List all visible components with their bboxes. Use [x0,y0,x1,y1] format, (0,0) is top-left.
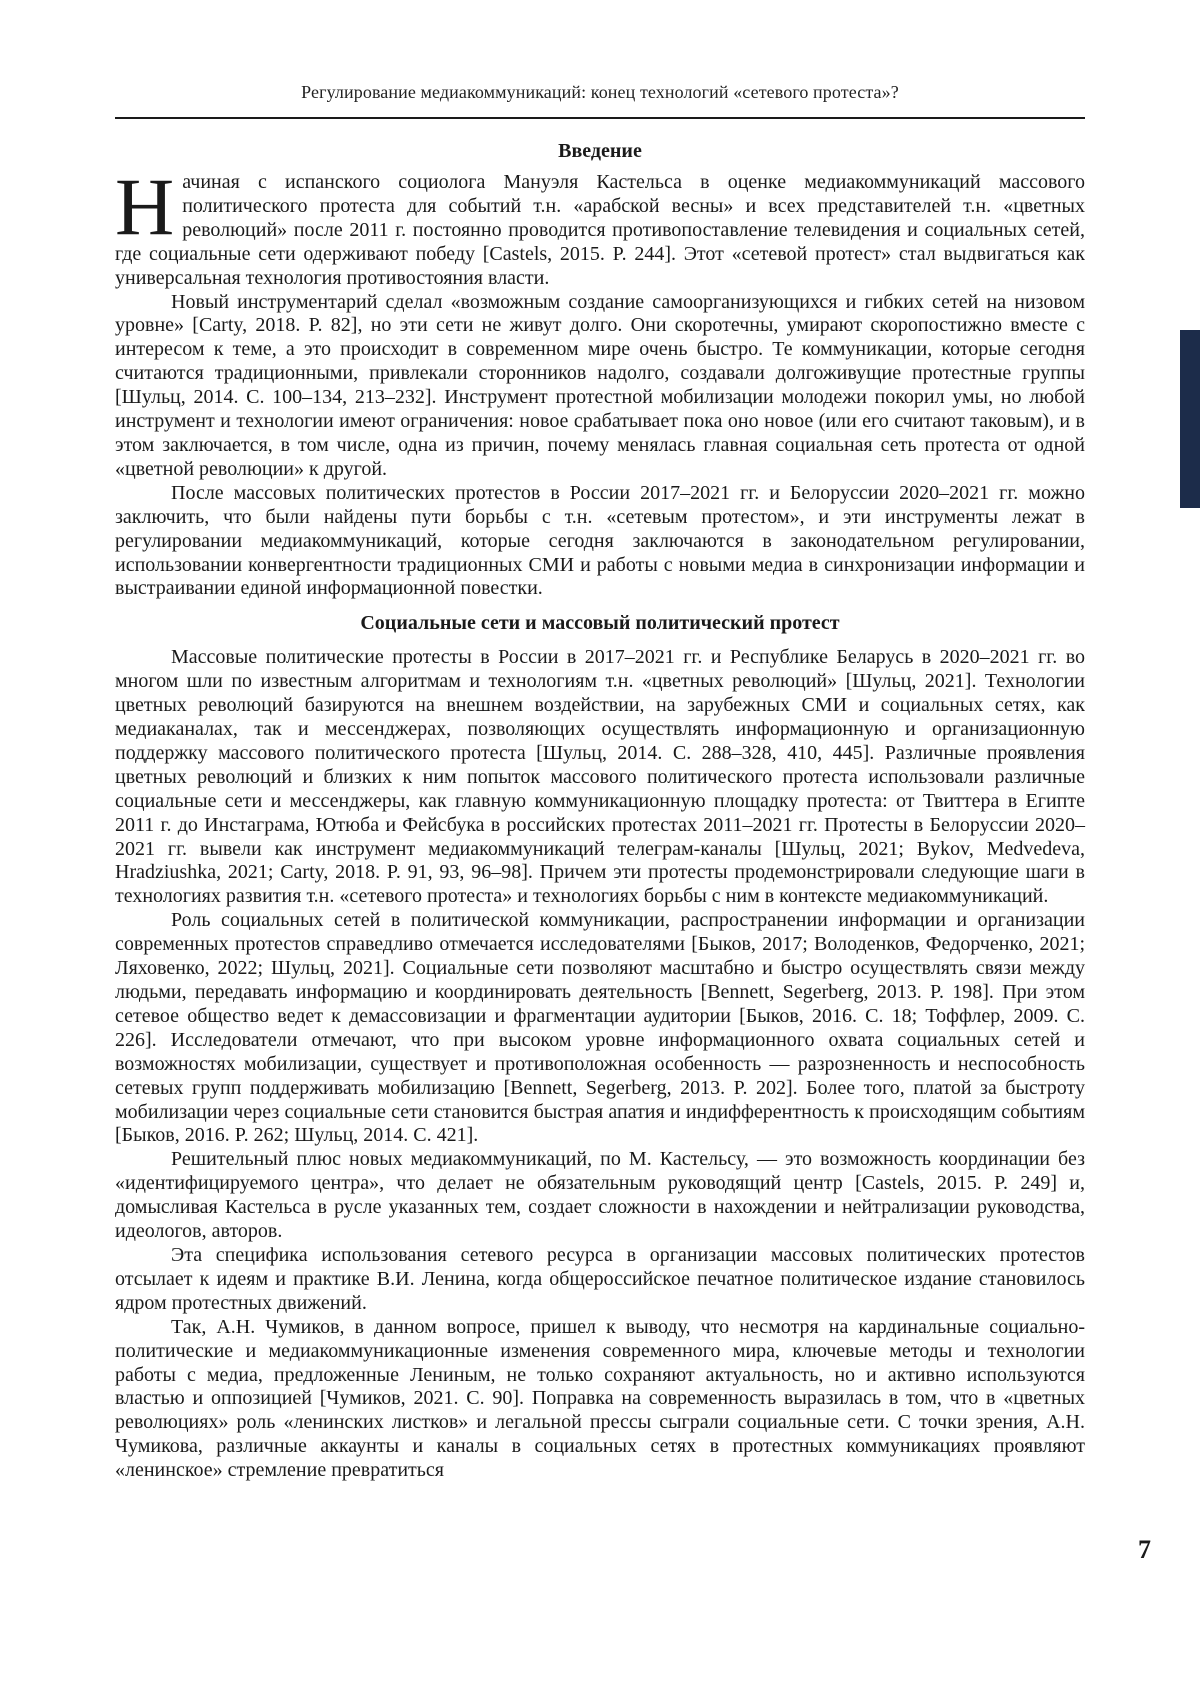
section-paragraph-3: Решительный плюс новых медиакоммуникаций, по М. Кастельсу, — это возможность координации без «идентифицируемого центра», что делает не обязательным руководящий центр [Castels, 2015. P. 249] и, домысливая Кастельса в русле указанных тем, создает сложности в нахождении и нейтрализации руководства, идеологов, авторов. [115,1148,1085,1244]
section-heading: Социальные сети и массовый политический протест [115,610,1085,636]
intro-paragraph-2: Новый инструментарий сделал «возможным создание самоорганизующихся и гибких сетей на низовом уровне» [Carty, 2018. P. 82], но эти сети не живут долго. Они скоротечны, умирают скоропостижно вместе с интересом к теме, а это происходит в современном мире очень быстро. Те коммуникации, которые сегодня считаются традиционными, привлекали сторонников надолго, создавали долгоживущие протестные группы [Шульц, 2014. С. 100–134, 213–232]. Инструмент протестной мобилизации молодежи покорил умы, но любой инструмент и технологии имеют ограничения: новое срабатывает пока оно новое (или его считают таковым), и в этом заключается, в том числе, одна из причин, почему менялась главная социальная сеть протеста от одной «цветной революции» к другой. [115,291,1085,482]
section-paragraph-4: Эта специфика использования сетевого ресурса в организации массовых политических протестов отсылает к идеям и практике В.И. Ленина, когда общероссийское печатное политическое издание становилось ядром протестных движений. [115,1244,1085,1316]
intro-paragraph-1-text: ачиная с испанского социолога Мануэля Кастельса в оценке медиакоммуникаций массового политического протеста для событий т.н. «арабской весны» и всех представителей т.н. «цветных революций» после 2011 г. постоянно проводится противопоставление телевидения и социальных сетей, где социальные сети одерживают победу [Castels, 2015. P. 244]. Этот «сетевой протест» стал выдвигаться как универсальная технология противостояния власти. [115,171,1085,289]
section-edge-tab [1180,330,1200,508]
section-paragraph-5: Так, А.Н. Чумиков, в данном вопросе, пришел к выводу, что несмотря на кардинальные социально-политические и медиакоммуникационные изменения современного мира, ключевые методы и технологии работы с медиа, предложенные Лениным, не только сохраняют актуальность, но и активно используются властью и оппозицией [Чумиков, 2021. С. 90]. Поправка на современность выразилась в том, что в «цветных революциях» роль «ленинских листков» и легальной прессы сыграли социальные сети. С точки зрения, А.Н. Чумикова, различные аккаунты и каналы в социальных сетях в протестных коммуникациях проявляют «ленинское» стремление превратиться [115,1316,1085,1483]
section-paragraph-1: Массовые политические протесты в России в 2017–2021 гг. и Республике Беларусь в 2020–2021 гг. во многом шли по известным алгоритмам и технологиям т.н. «цветных революций» [Шульц, 2021]. Технологии цветных революций базируются на внешнем воздействии, на зарубежных СМИ и социальных сетях, как медиаканалах, так и мессенджерах, позволяющих осуществлять информационную и организационную поддержку массового политического протеста [Шульц, 2014. С. 288–328, 410, 445]. Различные проявления цветных революций и близких к ним попыток массового политического протеста использовали различные социальные сети и мессенджеры, как главную коммуникационную площадку протеста: от Твиттера в Египте 2011 г. до Инстаграма, Ютюба и Фейсбука в российских протестах 2011–2021 гг. Протесты в Белоруссии 2020–2021 гг. вывели как инструмент медиакоммуникаций телеграм-каналы [Шульц, 2021; Bykov, Medvedeva, Hradziushka, 2021; Carty, 2018. P. 91, 93, 96–98]. Причем эти протесты продемонстрировали следующие шаги в технологиях развития т.н. «сетевого протеста» и технологиях борьбы с ним в контексте медиакоммуникаций. [115,646,1085,909]
intro-heading: Введение [115,138,1085,164]
intro-paragraph-3: После массовых политических протестов в России 2017–2021 гг. и Белоруссии 2020–2021 гг. можно заключить, что были найдены пути борьбы с т.н. «сетевым протестом», и эти инструменты лежат в регулировании медиакоммуникаций, которые сегодня заключаются в законодательном регулировании, использовании конвергентности традиционных СМИ и работы с новыми медиа в синхронизации информации и выстраивании единой информационной повестки. [115,482,1085,602]
intro-paragraph-1 [115,171,1085,291]
section-paragraph-2: Роль социальных сетей в политической коммуникации, распространении информации и организации современных протестов справедливо отмечается исследователями [Быков, 2017; Володенков, Федорченко, 2021; Ляховенко, 2022; Шульц, 2021]. Социальные сети позволяют масштабно и быстро осуществлять связи между людьми, передавать информацию и координировать деятельность [Bennett, Segerberg, 2013. P. 198]. При этом сетевое общество ведет к демассовизации и фрагментации аудитории [Быков, 2016. С. 18; Тоффлер, 2009. С. 226]. Исследователи отмечают, что при высоком уровне информационного охвата социальных сетей и возможностях мобилизации, существует и противоположная особенность — разрозненность и неспособность сетевых групп поддерживать мобилизацию [Bennett, Segerberg, 2013. P. 202]. Более того, платой за быстроту мобилизации через социальные сети становится быстрая апатия и индифферентность к происходящим событиям [Быков, 2016. P. 262; Шульц, 2014. С. 421]. [115,909,1085,1148]
running-title: Регулирование медиакоммуникаций: конец технологий «сетевого протеста»? [115,82,1085,103]
header-rule [115,117,1085,119]
page-body [115,138,1085,1483]
page-number: 7 [1138,1535,1151,1565]
drop-cap: Н [115,175,174,237]
